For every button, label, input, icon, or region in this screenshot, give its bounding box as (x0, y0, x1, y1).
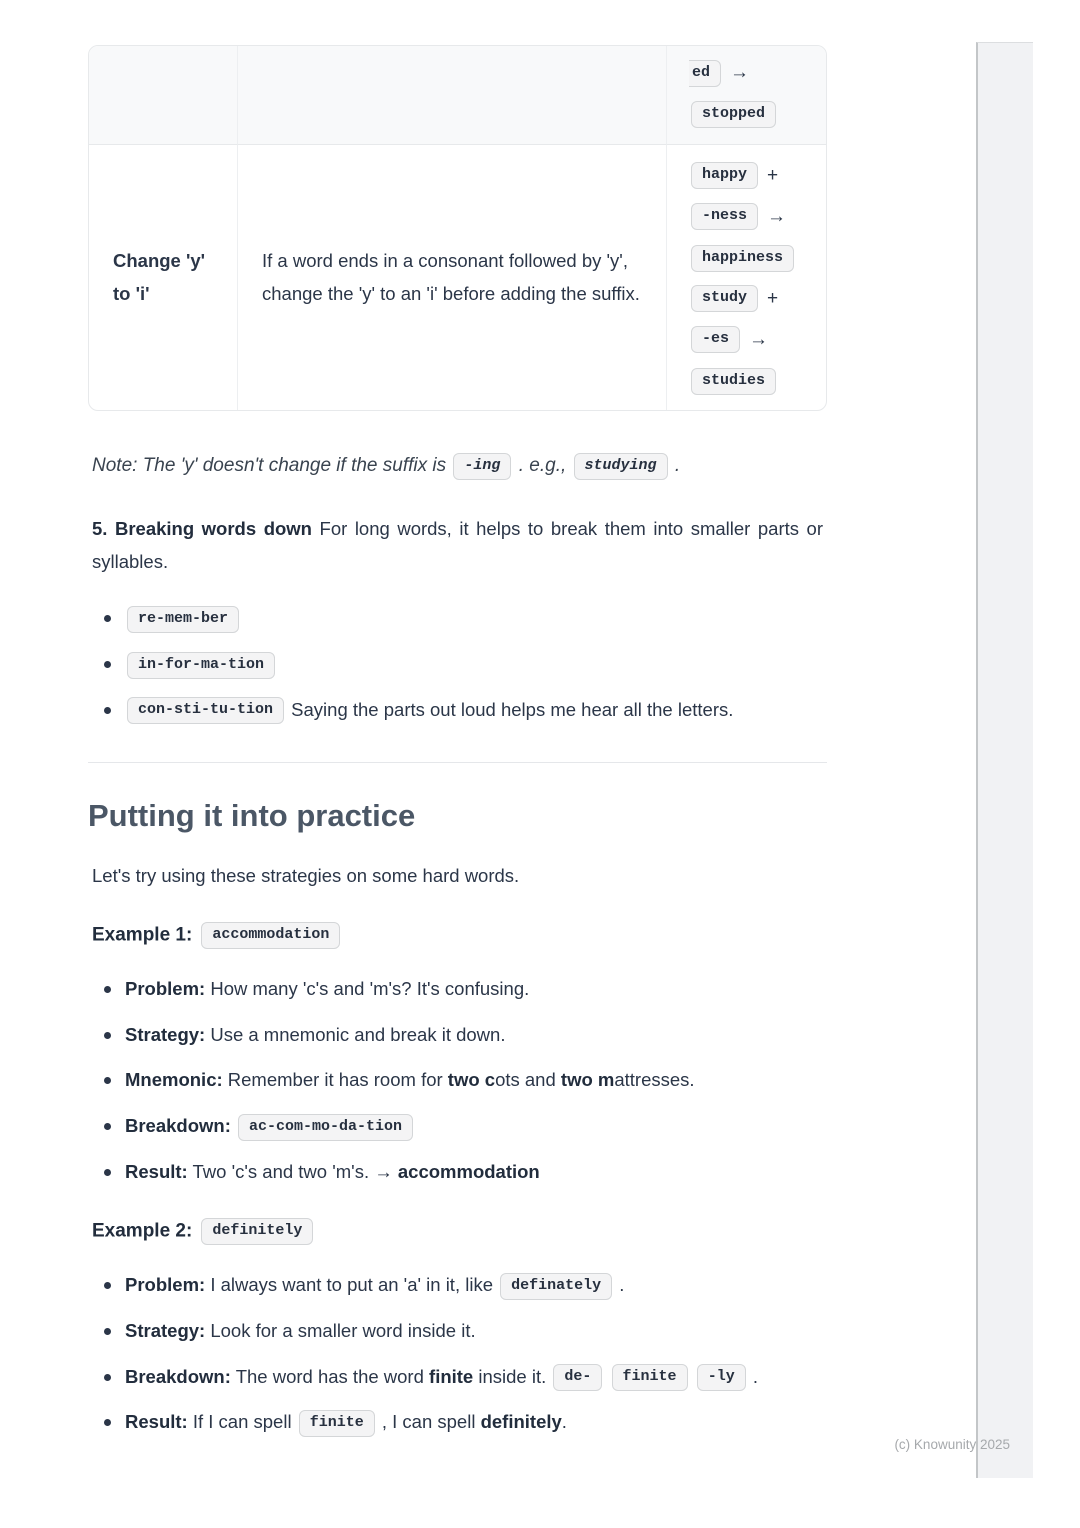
bullet-text: inside it. (478, 1365, 547, 1387)
rule-name-cell (89, 145, 237, 411)
code-chip: -ly (697, 1364, 746, 1391)
example-line (689, 364, 816, 396)
example-1-label: Example 1: (92, 924, 193, 946)
breaking-words-paragraph (92, 512, 823, 579)
code-chip: de- (553, 1364, 602, 1391)
code-chip: in-for-ma-tion (127, 652, 275, 679)
example-1-list (88, 975, 827, 1186)
bullet-text: . (561, 1411, 567, 1433)
list-item (92, 1158, 823, 1187)
bullet-text: The word has the word (235, 1365, 424, 1387)
list-item (92, 696, 823, 725)
section-divider (88, 762, 827, 763)
bullet-label: Result: (125, 1411, 188, 1433)
note-text: Note: The 'y' doesn't change if the suffix is (92, 455, 447, 477)
bullet-text: Two 'c's and two 'm's. → (192, 1160, 393, 1182)
arrow-icon: → (767, 205, 787, 227)
arrow-icon: → (730, 62, 750, 83)
bullet-text: . (619, 1274, 625, 1296)
bullet-bold-text: definitely (480, 1411, 562, 1433)
bullet-text: Use a mnemonic and break it down. (210, 1023, 506, 1045)
example-1-heading (92, 922, 823, 949)
bullet-text: Remember it has room for (227, 1069, 443, 1091)
bullet-text: How many 'c's and 'm's? It's confusing. (210, 977, 530, 999)
rule-name-cell (89, 46, 237, 145)
list-item (92, 975, 823, 1004)
code-chip: ac-com-mo-da-tion (238, 1114, 413, 1141)
code-chip: studying (574, 453, 668, 480)
syllable-list (88, 604, 827, 724)
note-paragraph (92, 451, 823, 481)
list-item (92, 1271, 823, 1300)
list-item (92, 1363, 823, 1392)
bullet-text: If I can spell (192, 1411, 292, 1433)
example-2-label: Example 2: (92, 1220, 193, 1242)
bullet-label: Breakdown: (125, 1114, 231, 1136)
example-word-chip: accommodation (201, 922, 340, 949)
bullet-label: Result: (125, 1160, 188, 1182)
example-line (689, 200, 816, 233)
bullet-bold-text: two m (560, 1069, 615, 1091)
code-chip: happy (691, 162, 758, 189)
rule-name: Change 'y' to 'i' (113, 250, 206, 304)
list-item (92, 650, 823, 679)
section-heading: Putting it into practice (88, 798, 416, 834)
example-line (689, 97, 816, 129)
code-chip: finite (299, 1410, 375, 1437)
code-chip: ed (689, 60, 721, 87)
page-content (88, 45, 827, 1454)
list-item (92, 1112, 823, 1141)
rule-description-cell (237, 46, 666, 145)
code-chip: -es (691, 326, 740, 353)
examples-cell (666, 145, 826, 411)
bullet-label: Problem: (125, 1274, 206, 1296)
section-5-text: For long words, it helps to break them into smaller parts or syllables. (92, 517, 823, 573)
bullet-bold-text: two c (447, 1069, 496, 1091)
bullet-bold-text: finite (429, 1365, 474, 1387)
code-chip: -ness (691, 203, 758, 230)
list-item (92, 604, 823, 633)
code-chip: studies (691, 368, 776, 395)
list-item-text: Saying the parts out loud helps me hear all the letters. (291, 698, 734, 720)
list-item (92, 1317, 823, 1346)
example-line (689, 323, 816, 356)
example-2-list (88, 1271, 827, 1437)
code-chip: finite (612, 1364, 688, 1391)
code-chip: stopped (691, 101, 776, 128)
bullet-text: , I can spell (381, 1411, 476, 1433)
table-row-change-y (89, 145, 826, 411)
bullet-text: . (752, 1365, 758, 1387)
footer-credit: (c) Knowunity 2025 (894, 1437, 1010, 1452)
arrow-icon: → (749, 328, 769, 350)
plus-operator: + (767, 287, 779, 309)
bullet-label: Strategy: (125, 1023, 206, 1045)
code-chip: study (691, 285, 758, 312)
example-line (689, 56, 816, 89)
scrollbar-track[interactable] (976, 42, 1033, 1478)
rule-description-cell (237, 145, 666, 411)
intro-paragraph: Let's try using these strategies on some hard words. (92, 865, 520, 887)
bullet-text: Look for a smaller word inside it. (210, 1319, 476, 1341)
example-line (689, 282, 816, 315)
list-item (92, 1408, 823, 1437)
bullet-label: Breakdown: (125, 1365, 231, 1387)
code-chip: -ing (453, 453, 511, 480)
note-text: . e.g., (518, 455, 567, 477)
bullet-label: Strategy: (125, 1319, 206, 1341)
code-chip: definately (500, 1273, 612, 1300)
suffix-rules-table (88, 45, 827, 411)
plus-operator: + (767, 164, 779, 186)
example-line (689, 241, 816, 273)
note-text: . (674, 455, 681, 477)
section-5-title: 5. Breaking words down (92, 517, 312, 539)
bullet-text: I always want to put an 'a' in it, like (210, 1274, 493, 1296)
code-chip: con-sti-tu-tion (127, 697, 284, 724)
bullet-text: attresses. (614, 1069, 695, 1091)
code-chip: happiness (691, 245, 794, 272)
bullet-bold-text: accommodation (397, 1160, 540, 1182)
bullet-label: Problem: (125, 977, 206, 999)
example-word-chip: definitely (201, 1218, 313, 1245)
example-2-heading (92, 1218, 823, 1245)
example-line (689, 159, 816, 192)
examples-cell (666, 46, 826, 145)
list-item (92, 1021, 823, 1050)
list-item (92, 1066, 823, 1095)
table-row-continued (89, 46, 826, 145)
rule-description: If a word ends in a consonant followed by 'y', change the 'y' to an 'i' before adding the suffix. (262, 250, 640, 304)
bullet-text: ots and (495, 1069, 556, 1091)
code-chip: re-mem-ber (127, 606, 239, 633)
bullet-label: Mnemonic: (125, 1069, 223, 1091)
